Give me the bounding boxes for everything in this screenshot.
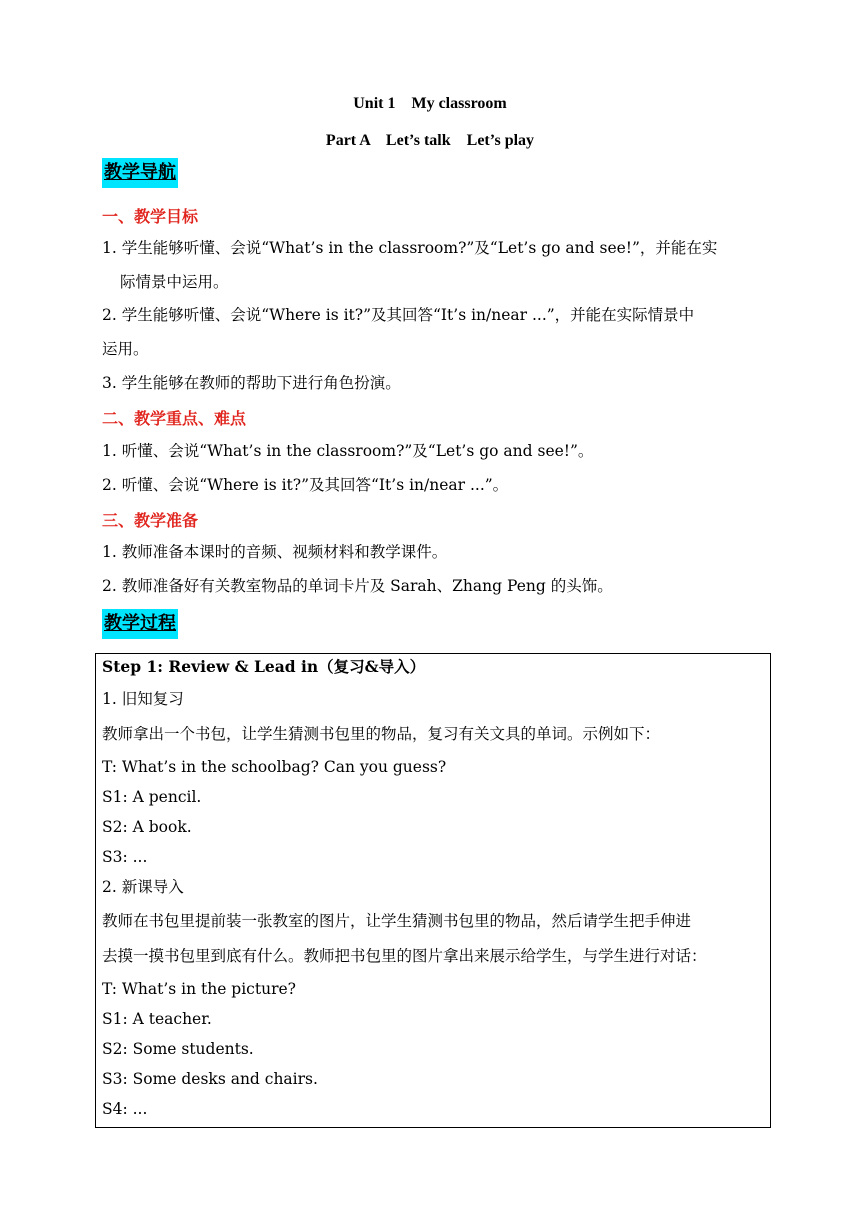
process-line: S1: A teacher. — [102, 1010, 212, 1028]
objective-line: 3. 学生能够在教师的帮助下进行角色扮演。 — [102, 374, 401, 392]
process-line: S4: ... — [102, 1100, 148, 1118]
key-point-line: 1. 听懂、会说“What’s in the classroom?”及“Let’s go and see!”。 — [102, 442, 594, 460]
process-line: T: What’s in the schoolbag? Can you guess? — [102, 758, 447, 776]
section-badge-process: 教学过程 — [102, 609, 178, 639]
process-line: S3: ... — [102, 848, 148, 866]
step-title: Step 1: Review & Lead in（复习&导入） — [102, 657, 426, 676]
objectives-heading: 一、教学目标 — [102, 207, 199, 226]
key-point-line: 2. 听懂、会说“Where is it?”及其回答“It’s in/near ...”。 — [102, 476, 509, 494]
process-line: T: What’s in the picture? — [102, 980, 296, 998]
process-line: 教师拿出一个书包，让学生猜测书包里的物品，复习有关文具的单词。示例如下： — [102, 725, 661, 743]
process-line: S3: Some desks and chairs. — [102, 1070, 318, 1088]
preparation-line: 1. 教师准备本课时的音频、视频材料和教学课件。 — [102, 543, 448, 561]
objective-line: 1. 学生能够听懂、会说“What’s in the classroom?”及“Let’s go and see!”，并能在实 — [102, 239, 718, 257]
page-title: Unit 1 My classroom — [353, 95, 507, 112]
section-badge-guide: 教学导航 — [102, 158, 178, 188]
process-line: S2: A book. — [102, 818, 192, 836]
process-line: 2. 新课导入 — [102, 878, 184, 896]
objective-line: 际情景中运用。 — [120, 273, 229, 291]
process-line: S1: A pencil. — [102, 788, 202, 806]
process-line: 教师在书包里提前装一张教室的图片，让学生猜测书包里的物品，然后请学生把手伸进 — [102, 912, 692, 930]
preparation-heading: 三、教学准备 — [102, 511, 199, 530]
process-line: S2: Some students. — [102, 1040, 254, 1058]
preparation-line: 2. 教师准备好有关教室物品的单词卡片及 Sarah、Zhang Peng 的头饰。 — [102, 577, 613, 595]
objective-line: 2. 学生能够听懂、会说“Where is it?”及其回答“It’s in/near ...”，并能在实际情景中 — [102, 306, 695, 324]
process-line: 1. 旧知复习 — [102, 690, 184, 708]
key-points-heading: 二、教学重点、难点 — [102, 409, 247, 428]
page-subtitle: Part A Let’s talk Let’s play — [325, 132, 535, 149]
process-line: 去摸一摸书包里到底有什么。教师把书包里的图片拿出来展示给学生，与学生进行对话： — [102, 947, 707, 965]
objective-line: 运用。 — [102, 340, 149, 358]
